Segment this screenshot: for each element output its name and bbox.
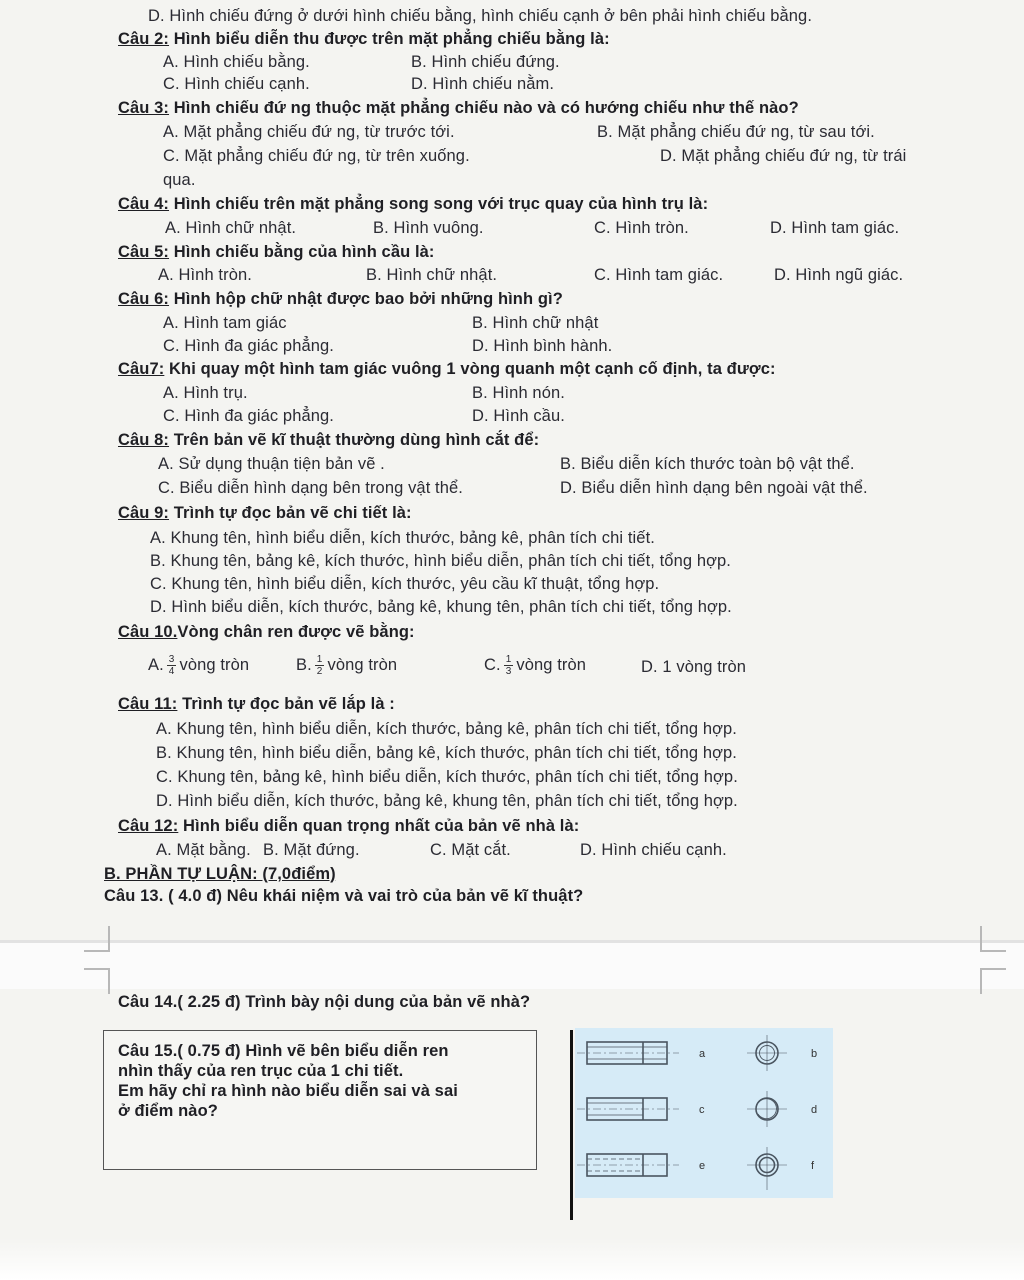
q2-option-a: A. Hình chiếu bằng. [163, 53, 310, 71]
figure-label-c: c [699, 1104, 705, 1116]
question-5: Câu 5: Hình chiếu bằng của hình cầu là: [118, 243, 435, 261]
q3-option-b: B. Mặt phẳng chiếu đứ ng, từ sau tới. [597, 123, 875, 141]
question-8: Câu 8: Trên bản vẽ kĩ thuật thường dùng hình cắt để: [118, 431, 540, 449]
thread-drawings-svg [575, 1028, 833, 1198]
thread-end-view-f [747, 1147, 787, 1190]
q12-option-c: C. Mặt cắt. [430, 841, 511, 859]
thread-end-view-d [747, 1091, 787, 1127]
q10-option-b: B. $\frac{1}{2}$ vòng tròn [296, 654, 398, 677]
q11-option-b: B. Khung tên, hình biểu diễn, bảng kê, kích thước, phân tích chi tiết, tổng hợp. [156, 744, 737, 762]
q7-option-d: D. Hình cầu. [472, 407, 565, 425]
q2-option-c: C. Hình chiếu cạnh. [163, 75, 310, 93]
question-9: Câu 9: Trình tự đọc bản vẽ chi tiết là: [118, 504, 412, 522]
figure-label-a: a [699, 1048, 706, 1060]
page-corner-mark [84, 926, 110, 952]
q4-option-d: D. Hình tam giác. [770, 219, 900, 237]
q1-option-d: D. Hình chiếu đứng ở dưới hình chiếu bằng, hình chiếu cạnh ở bên phải hình chiếu bằng. [148, 7, 813, 25]
q8-option-b: B. Biểu diễn kích thước toàn bộ vật thể. [560, 455, 855, 473]
fraction-one-half: $\frac{1}{2}$ [316, 654, 323, 677]
page-corner-mark [84, 968, 110, 994]
q9-option-b: B. Khung tên, bảng kê, kích thước, hình biểu diễn, phân tích chi tiết, tổng hợp. [150, 552, 731, 570]
question-7: Câu7: Khi quay một hình tam giác vuông 1 vòng quanh một cạnh cố định, ta được: [118, 360, 776, 378]
page-corner-mark [980, 968, 1006, 994]
q2-option-d: D. Hình chiếu nằm. [411, 75, 555, 93]
q4-option-c: C. Hình tròn. [594, 219, 689, 237]
question-3: Câu 3: Hình chiếu đứ ng thuộc mặt phẳng chiếu nào và có hướng chiếu như thế nào? [118, 99, 799, 117]
q10-option-a: A. $\frac{3}{4}$ vòng tròn [148, 654, 250, 677]
q5-option-a: A. Hình tròn. [158, 266, 252, 284]
q7-option-b: B. Hình nón. [472, 384, 565, 402]
q4-option-a: A. Hình chữ nhật. [165, 219, 297, 237]
figure-label-e: e [699, 1160, 706, 1172]
fraction-three-quarters: $\frac{3}{4}$ [168, 654, 175, 677]
q10-option-d: D. 1 vòng tròn [641, 658, 747, 676]
q3-option-d-continued: qua. [163, 171, 196, 189]
figure-label-d: d [811, 1104, 818, 1116]
q7-option-a: A. Hình trụ. [163, 384, 248, 402]
q12-option-a: A. Mặt bằng. [156, 841, 251, 859]
question-15-line-3: Em hãy chỉ ra hình nào biểu diễn sai và sai [118, 1082, 458, 1100]
figure-label-b: b [811, 1048, 818, 1060]
q11-option-c: C. Khung tên, bảng kê, hình biểu diễn, kích thước, phân tích chi tiết, tổng hợp. [156, 768, 738, 786]
q5-option-c: C. Hình tam giác. [594, 266, 724, 284]
question-13: Câu 13. ( 4.0 đ) Nêu khái niệm và vai trò của bản vẽ kĩ thuật? [104, 887, 584, 905]
page-bottom-margin [0, 1238, 1024, 1280]
q6-option-b: B. Hình chữ nhật [472, 314, 599, 332]
q4-option-b: B. Hình vuông. [373, 219, 484, 237]
thread-end-view-b [747, 1035, 787, 1071]
q2-option-b: B. Hình chiếu đứng. [411, 53, 560, 71]
q3-option-a: A. Mặt phẳng chiếu đứ ng, từ trước tới. [163, 123, 455, 141]
thread-drawings-figure [575, 1028, 833, 1198]
q9-option-c: C. Khung tên, hình biểu diễn, kích thước, yêu cầu kĩ thuật, tổng hợp. [150, 575, 660, 593]
thread-side-view-e [577, 1154, 679, 1176]
question-14: Câu 14.( 2.25 đ) Trình bày nội dung của bản vẽ nhà? [118, 993, 531, 1011]
q12-option-b: B. Mặt đứng. [263, 841, 360, 859]
question-6: Câu 6: Hình hộp chữ nhật được bao bởi những hình gì? [118, 290, 563, 308]
question-15-line-4: ở điểm nào? [118, 1102, 218, 1120]
q12-option-d: D. Hình chiếu cạnh. [580, 841, 727, 859]
essay-section-heading: B. PHẦN TỰ LUẬN: (7,0điểm) [104, 865, 336, 883]
q11-option-d: D. Hình biểu diễn, kích thước, bảng kê, khung tên, phân tích chi tiết, tổng hợp. [156, 792, 738, 810]
thread-side-view-c [577, 1098, 679, 1120]
q8-option-c: C. Biểu diễn hình dạng bên trong vật thể. [158, 479, 463, 497]
q9-option-d: D. Hình biểu diễn, kích thước, bảng kê, khung tên, phân tích chi tiết, tổng hợp. [150, 598, 732, 616]
q3-option-c: C. Mặt phẳng chiếu đứ ng, từ trên xuống. [163, 147, 470, 165]
q6-option-d: D. Hình bình hành. [472, 337, 613, 355]
question-11: Câu 11: Trình tự đọc bản vẽ lắp là : [118, 695, 395, 713]
question-15-box [103, 1030, 537, 1170]
question-4: Câu 4: Hình chiếu trên mặt phẳng song song với trục quay của hình trụ là: [118, 195, 709, 213]
q6-option-c: C. Hình đa giác phẳng. [163, 337, 334, 355]
page-corner-mark [980, 926, 1006, 952]
q3-option-d: D. Mặt phẳng chiếu đứ ng, từ trái [660, 147, 907, 165]
question-12: Câu 12: Hình biểu diễn quan trọng nhất của bản vẽ nhà là: [118, 817, 580, 835]
fraction-one-third: $\frac{1}{3}$ [505, 654, 512, 677]
thread-side-view-a [577, 1042, 679, 1064]
figure-label-f: f [811, 1160, 815, 1172]
q7-option-c: C. Hình đa giác phẳng. [163, 407, 334, 425]
q9-option-a: A. Khung tên, hình biểu diễn, kích thước, bảng kê, phân tích chi tiết. [150, 529, 655, 547]
q6-option-a: A. Hình tam giác [163, 314, 287, 332]
page-break [0, 940, 1024, 989]
q5-option-b: B. Hình chữ nhật. [366, 266, 498, 284]
question-10: Câu 10.Vòng chân ren được vẽ bằng: [118, 623, 415, 641]
q5-option-d: D. Hình ngũ giác. [774, 266, 904, 284]
vertical-rule [570, 1030, 573, 1220]
q8-option-d: D. Biểu diễn hình dạng bên ngoài vật thể. [560, 479, 868, 497]
question-15-line-1: Câu 15.( 0.75 đ) Hình vẽ bên biểu diễn ren [118, 1042, 449, 1060]
question-15-line-2: nhìn thấy của ren trục của 1 chi tiết. [118, 1062, 404, 1080]
q10-option-c: C. $\frac{1}{3}$ vòng tròn [484, 654, 587, 677]
q8-option-a: A. Sử dụng thuận tiện bản vẽ . [158, 455, 385, 473]
question-2: Câu 2: Hình biểu diễn thu được trên mặt phẳng chiếu bằng là: [118, 30, 610, 48]
q11-option-a: A. Khung tên, hình biểu diễn, kích thước, bảng kê, phân tích chi tiết, tổng hợp. [156, 720, 737, 738]
